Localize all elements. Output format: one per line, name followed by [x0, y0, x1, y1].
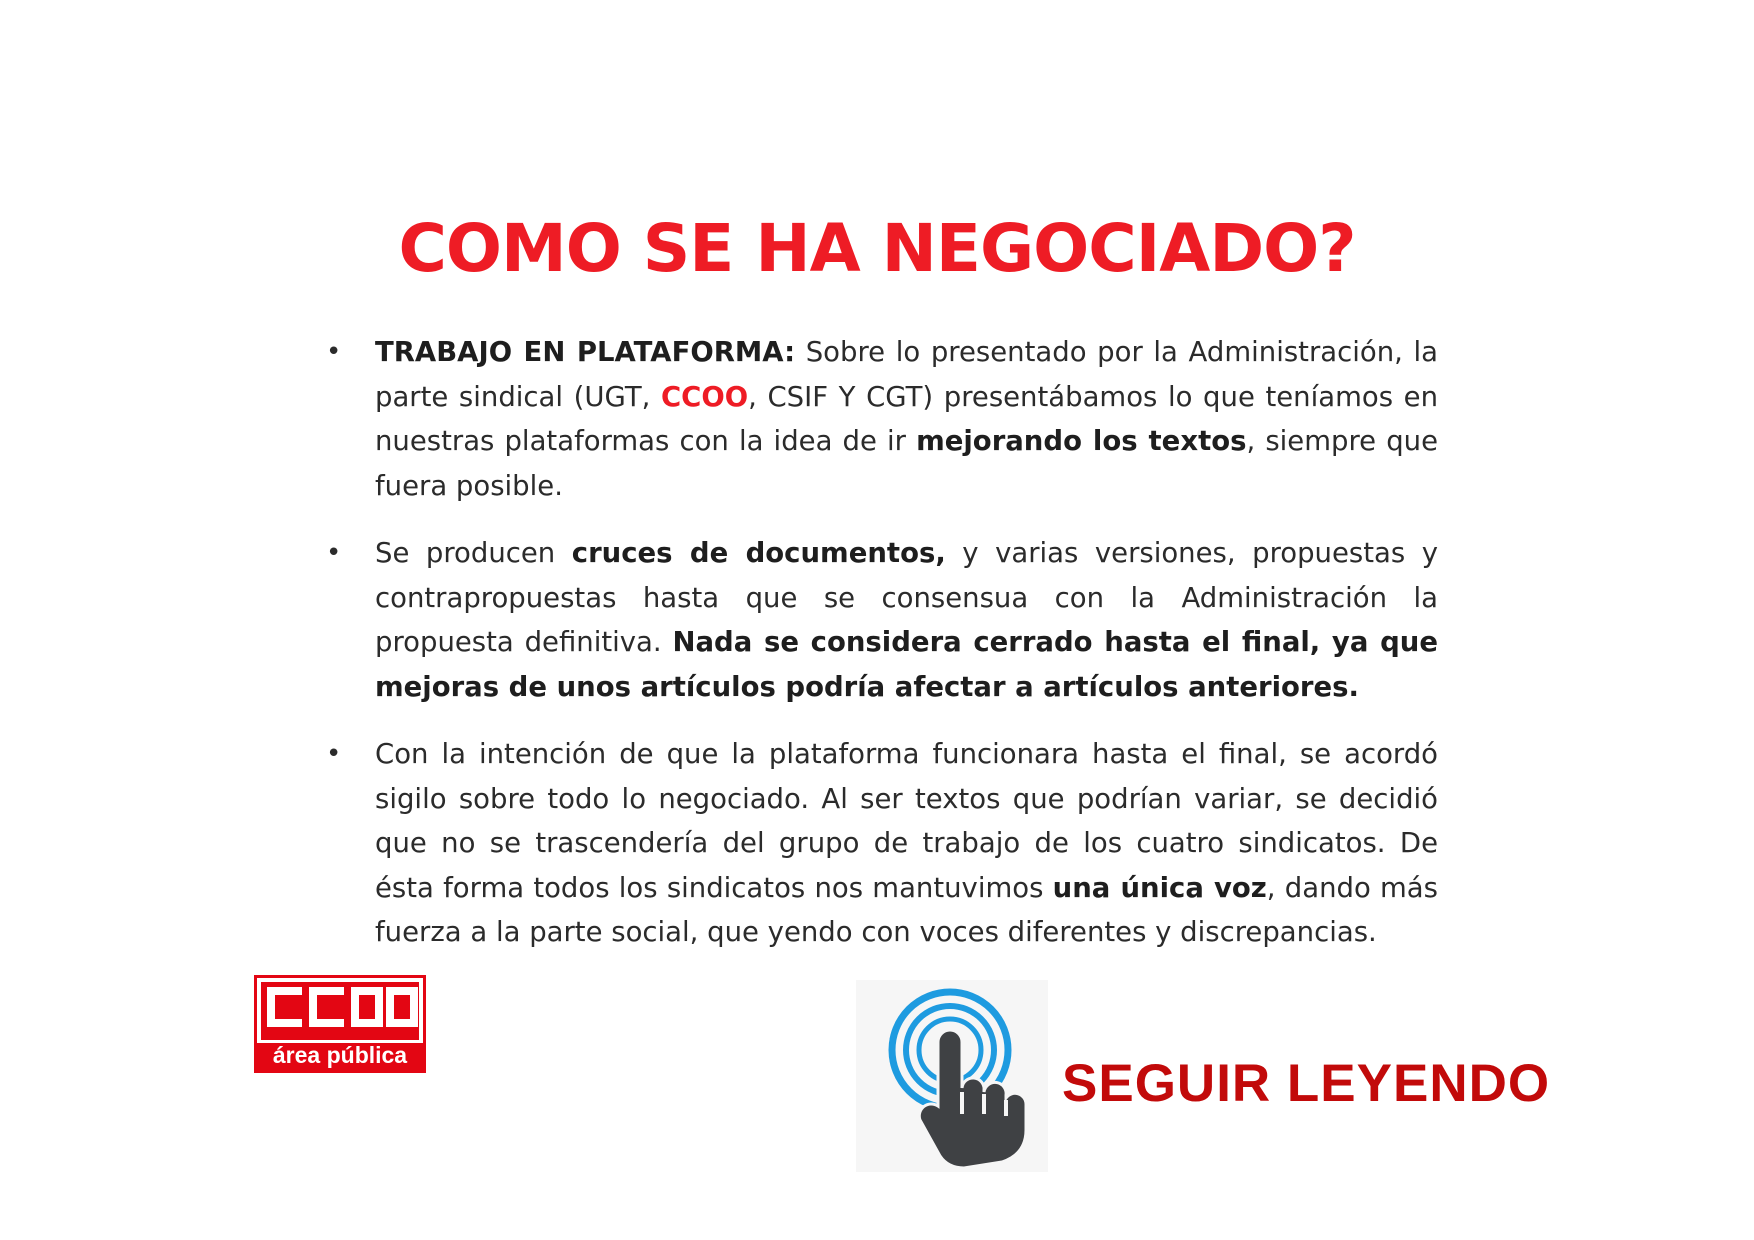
bullet-text: , dando más fuerza a la parte social, que yendo con voces diferentes y discrepancias.: [375, 871, 1438, 948]
bullet-emphasis: Nada se considera cerrado hasta el final, ya que mejoras de unos artículos podría afectar a artículos anteriores.: [375, 626, 1438, 703]
list-item: [320, 732, 1438, 955]
bullet-list: [320, 330, 1438, 978]
bullet-lead: TRABAJO EN PLATAFORMA:: [375, 336, 796, 368]
tap-finger-icon[interactable]: [856, 980, 1048, 1172]
tap-finger-graphic: [856, 980, 1048, 1172]
bullet-text: , CSIF Y CGT) presentábamos lo que teníamos en nuestras plataformas con la idea de ir: [375, 380, 1438, 457]
bullet-text: Se producen: [375, 537, 572, 569]
bullet-text: Con la intención de que la plataforma funcionara hasta el final, se acordó sigilo sobre todo lo negociado. Al ser textos que podrían variar, se decidió que no se trascendería del grupo de trabajo de los cuatro sindicatos. De ésta forma todos los sindicatos nos mantuvimos: [375, 738, 1438, 904]
list-item: [320, 531, 1438, 709]
ccoo-logo: [254, 975, 426, 1073]
bullet-emphasis: cruces de documentos,: [571, 537, 946, 569]
logo-subtitle: área pública: [272, 1042, 408, 1068]
bullet-icon: •: [326, 538, 342, 568]
bullet-text: , siempre que fuera posible.: [375, 425, 1438, 502]
bullet-emphasis: una única voz: [1052, 871, 1267, 904]
bullet-text: Sobre lo presentado por la Administración, la parte sindical (UGT,: [375, 336, 1439, 413]
list-item: [320, 330, 1438, 508]
bullet-text: y varias versiones, propuestas y contrapropuestas hasta que se consensua con la Administración la propuesta definitiva.: [375, 537, 1438, 658]
ccoo-highlight: CCOO: [660, 380, 749, 413]
bullet-emphasis: mejorando los textos: [916, 425, 1247, 457]
seguir-leyendo-link[interactable]: SEGUIR LEYENDO: [1062, 1054, 1551, 1113]
ccoo-logo-mark: [254, 975, 426, 1043]
bullet-icon: •: [326, 337, 342, 367]
page-title: COMO SE HA NEGOCIADO?: [398, 210, 1356, 287]
bullet-icon: •: [326, 739, 342, 769]
